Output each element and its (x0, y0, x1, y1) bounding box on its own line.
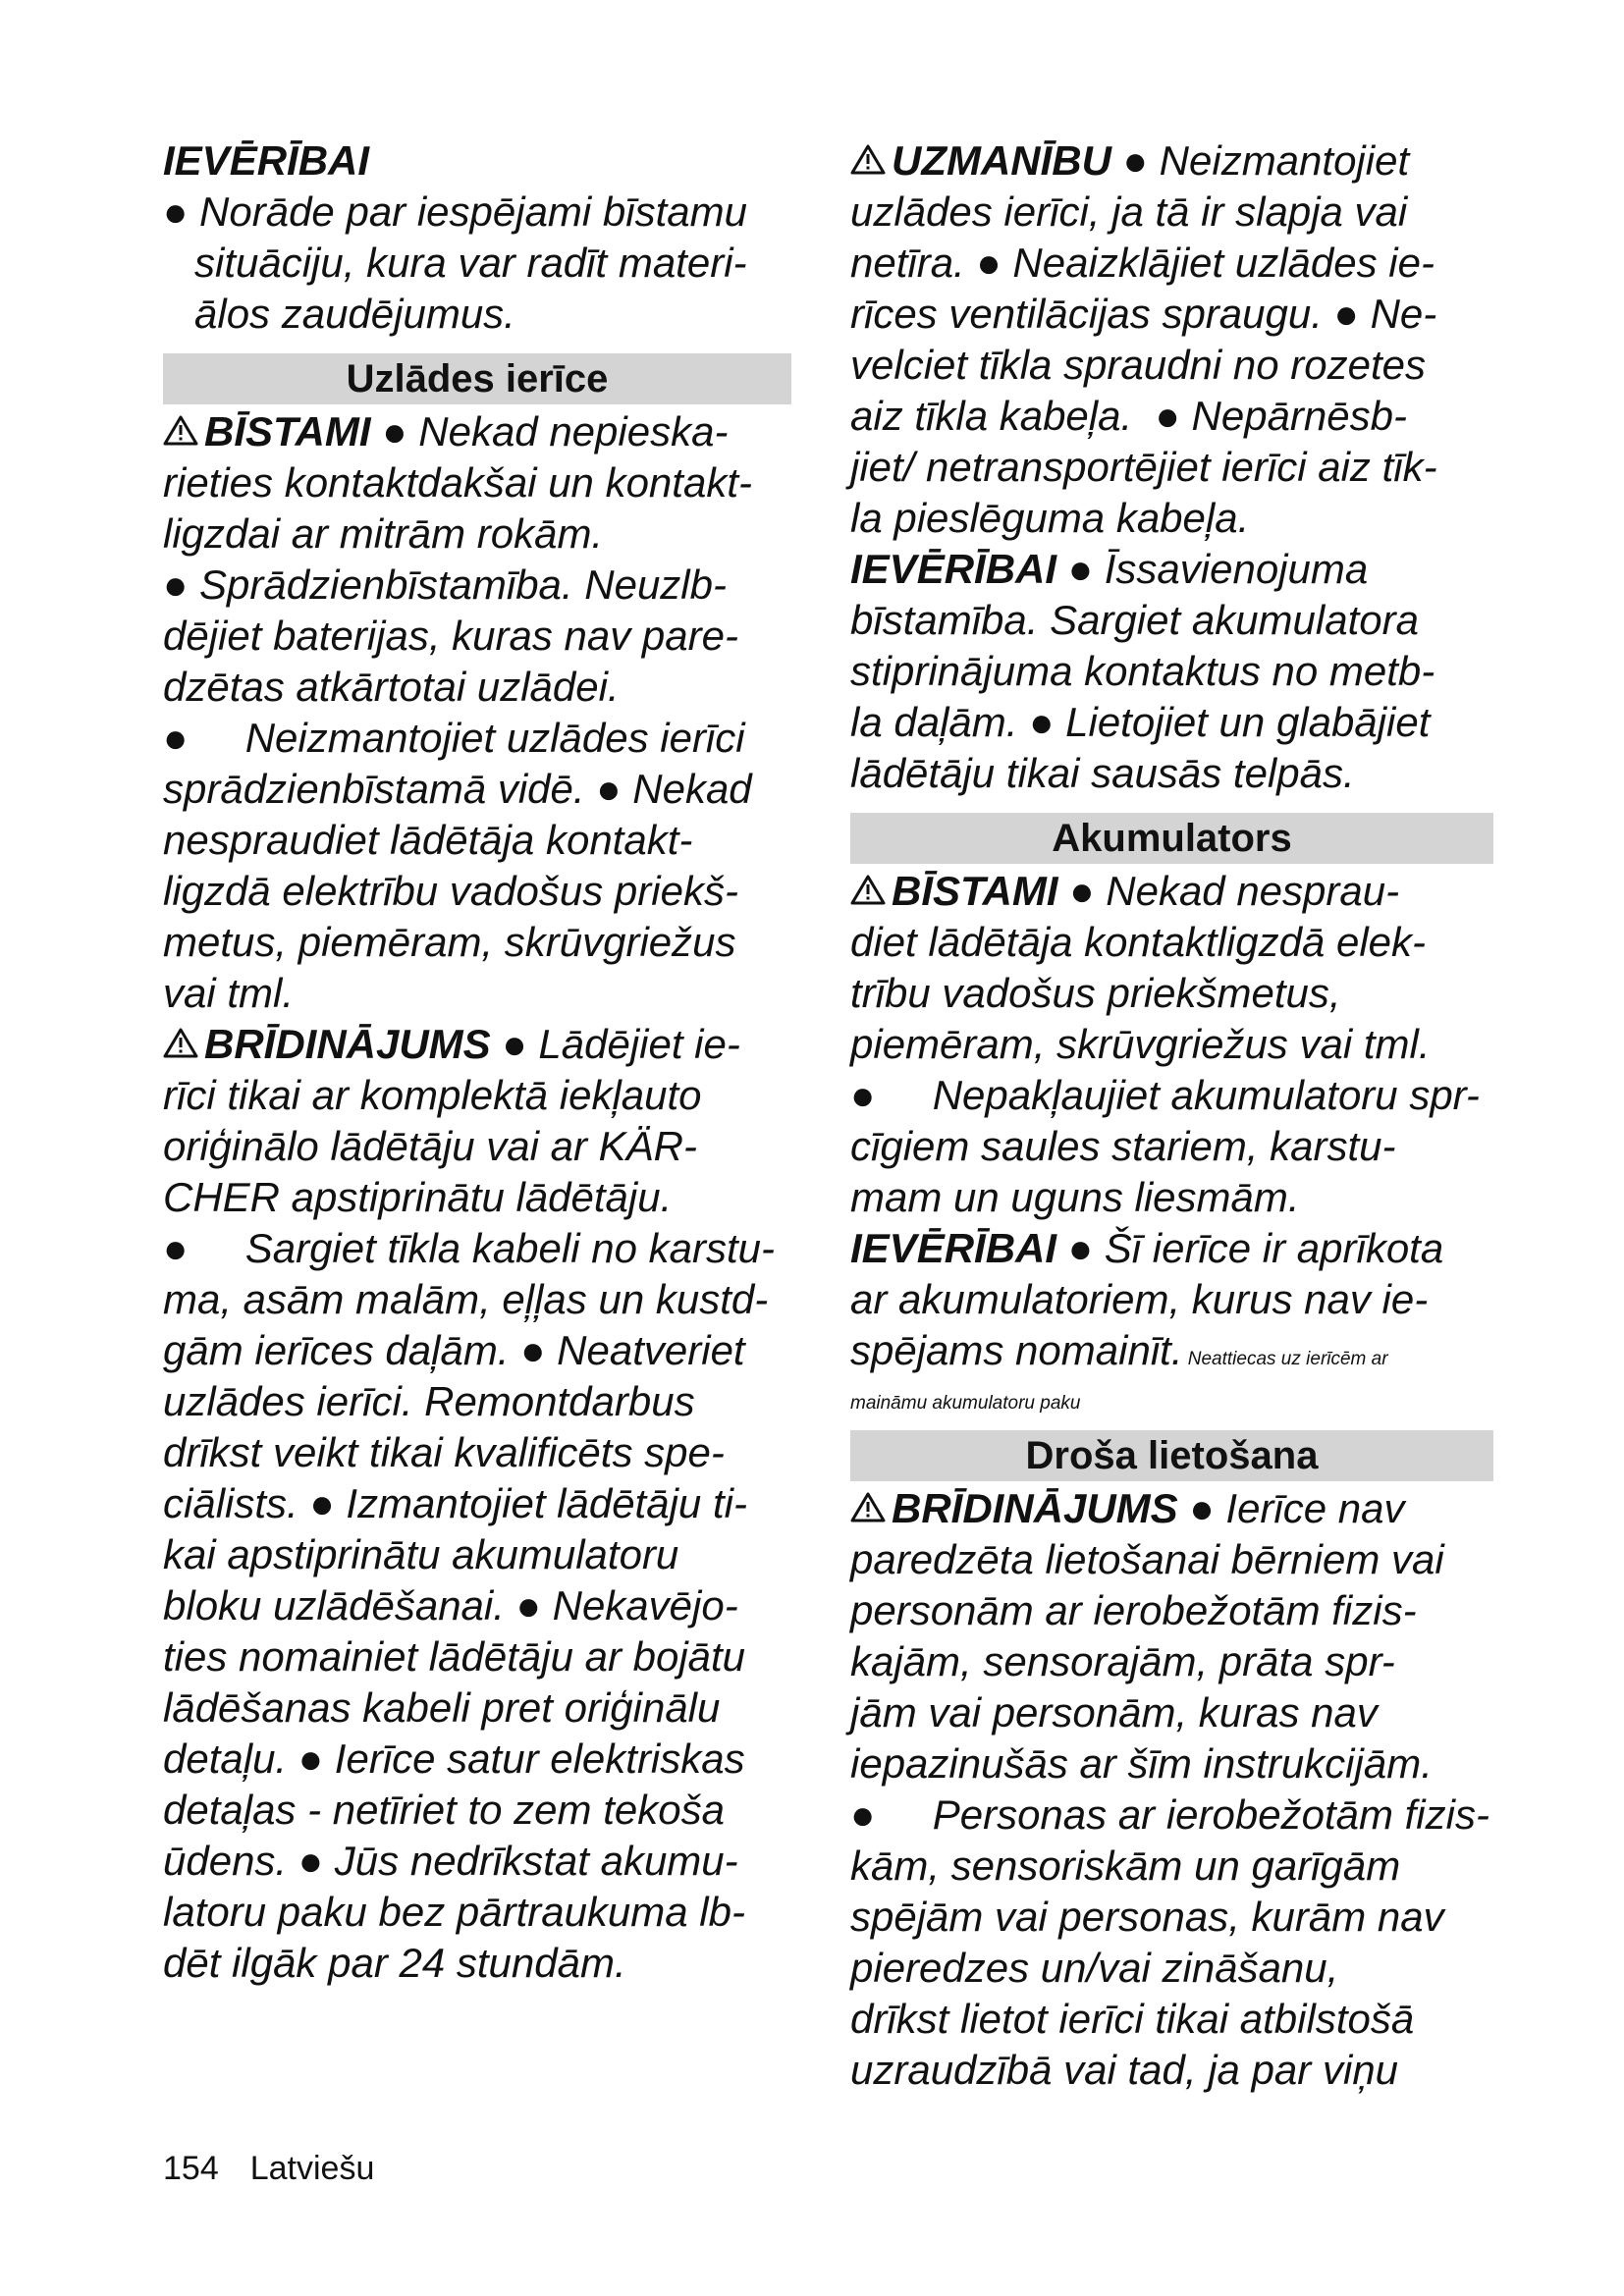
text-line: dzētas atkārtotai uzlādei. (163, 664, 620, 710)
warning-block (163, 1019, 791, 1989)
caution-block (850, 135, 1493, 544)
danger-label: BĪSTAMI (892, 868, 1058, 914)
text-line: ar akumulatoriem, kurus nav ie- (850, 1276, 1429, 1322)
text-line: ● Nepakļaujiet akumulatoru spr- (850, 1072, 1480, 1118)
text-line: ligzdai ar mitrām rokām. (163, 510, 604, 557)
text-run: ● Lādējiet ie- (490, 1021, 740, 1067)
text-line: netīra. ● Neaizklājiet uzlādes ie- (850, 240, 1435, 286)
text-run: ● Ierīce nav (1177, 1485, 1405, 1531)
text-run: ● Šī ierīce ir aprīkota (1056, 1225, 1444, 1271)
text-line: ● Personas ar ierobežotām fizis- (850, 1791, 1489, 1838)
text-line: lādētāju tikai sausās telpās. (850, 750, 1355, 796)
text-run: ● Nekad nepieska- (370, 408, 729, 454)
text-line: personām ar ierobežotām fizis- (850, 1587, 1417, 1633)
text-line: situāciju, kura var radīt materi- (194, 240, 747, 286)
text-line: ● Neizmantojiet uzlādes ierīci (163, 715, 745, 761)
warning-triangle-icon (163, 414, 198, 446)
text-line: ● Sargiet tīkla kabeli no karstu- (163, 1225, 775, 1271)
text-line: gām ierīces daļām. ● Neatveriet (163, 1327, 745, 1373)
footer-language: Latviešu (249, 2150, 375, 2187)
text-line: paredzēta lietošanai bērniem vai (850, 1536, 1444, 1582)
text-line: rīces ventilācijas spraugu. ● Ne- (850, 291, 1437, 337)
text-line: cīgiem saules stariem, karstu- (850, 1123, 1396, 1169)
warning-label: BRĪDINĀJUMS (204, 1021, 491, 1067)
warning-label: BRĪDINĀJUMS (892, 1485, 1178, 1531)
danger-block (163, 406, 791, 1019)
text-line: drīkst veikt tikai kvalificēts spe- (163, 1429, 725, 1475)
text-line: dēt ilgāk par 24 stundām. (163, 1940, 626, 1986)
text-line: uzraudzībā vai tad, ja par viņu (850, 2047, 1398, 2093)
page-footer (163, 2150, 374, 2188)
danger-label: BĪSTAMI (204, 408, 371, 454)
text-line: piemēram, skrūvgriežus vai tml. (850, 1021, 1431, 1067)
warning-triangle-icon (850, 874, 886, 905)
text-line: pieredzes un/vai zināšanu, (850, 1945, 1339, 1991)
text-line: la pieslēguma kabeļa. (850, 495, 1250, 541)
text-line: nespraudiet lādētāja kontakt- (163, 817, 693, 863)
notice-label: IEVĒRĪBAI (850, 546, 1057, 592)
small-note: Neattiecas uz ierīcēm ar (1182, 1349, 1388, 1369)
safe-warning-block (850, 1483, 1493, 2096)
page-number: 154 (163, 2150, 219, 2187)
text-line: aiz tīkla kabeļa. ● Nepārnēsb- (850, 393, 1407, 439)
text-run: ● Īssavienojuma (1056, 546, 1369, 592)
section-heading-charger: Uzlādes ierīce (163, 353, 791, 404)
text-line: velciet tīkla spraudni no rozetes (850, 342, 1426, 388)
warning-triangle-icon (850, 1491, 886, 1522)
notice-block (850, 544, 1493, 799)
text-line: bīstamība. Sargiet akumulatora (850, 597, 1419, 643)
text-line: iepazinušās ar šīm instrukcijām. (850, 1740, 1433, 1787)
text-line: rieties kontaktdakšai un kontakt- (163, 459, 752, 506)
text-line: vai tml. (163, 970, 295, 1016)
text-line: ● Norāde par iespējami bīstamu (163, 188, 747, 235)
text-line: drīkst lietot ierīci tikai atbilstošā (850, 1996, 1415, 2042)
text-line: stiprinājuma kontaktus no metb- (850, 648, 1435, 694)
battery-notice-block (850, 1223, 1493, 1416)
text-line: jām vai personām, kuras nav (850, 1689, 1378, 1735)
text-line: ma, asām malām, eļļas un kustd- (163, 1276, 769, 1322)
text-line: sprādzienbīstamā vidē. ● Nekad (163, 766, 752, 812)
text-line: bloku uzlādēšanai. ● Nekavējo- (163, 1582, 738, 1629)
text-run: ● Nekad nesprau- (1057, 868, 1400, 914)
text-line: ūdens. ● Jūs nedrīkstat akumu- (163, 1838, 738, 1884)
text-line: ciālists. ● Izmantojiet lādētāju ti- (163, 1480, 747, 1526)
text-run: ● Neizmantojiet (1110, 137, 1410, 184)
text-line: dējiet baterijas, kuras nav pare- (163, 613, 738, 659)
text-line: ālos zaudējumus. (194, 291, 515, 337)
text-line: rīci tikai ar komplektā iekļauto (163, 1072, 702, 1118)
text-line: diet lādētāja kontaktligzdā elek- (850, 919, 1427, 965)
text-line: detaļas - netīriet to zem tekoša (163, 1787, 725, 1833)
text-line: trību vadošus priekšmetus, (850, 970, 1341, 1016)
text-line: ligzdā elektrību vadošus priekš- (163, 868, 738, 914)
text-line: oriģinālo lādētāju vai ar KÄR- (163, 1123, 697, 1169)
text-line: metus, piemēram, skrūvgriežus (163, 919, 736, 965)
text-line: jiet/ netransportējiet ierīci aiz tīk- (850, 444, 1437, 490)
section-heading-battery: Akumulators (850, 813, 1493, 864)
text-line: uzlādes ierīci, ja tā ir slapja vai (850, 188, 1408, 235)
text-line: uzlādes ierīci. Remontdarbus (163, 1378, 695, 1424)
battery-danger-block (850, 866, 1493, 1223)
text-line: spējām vai personas, kurām nav (850, 1894, 1444, 1940)
notice-heading: IEVĒRĪBAI (163, 137, 370, 184)
notice-text (163, 187, 791, 340)
section-heading-safe-use: Droša lietošana (850, 1430, 1493, 1481)
text-line: detaļu. ● Ierīce satur elektriskas (163, 1735, 745, 1782)
left-column (163, 135, 791, 1989)
text-line: kām, sensoriskām un garīgām (850, 1842, 1401, 1889)
text-run: spējams nomainīt. (850, 1327, 1183, 1373)
text-line: CHER apstiprinātu lādētāju. (163, 1174, 673, 1220)
text-line: ● Sprādzienbīstamība. Neuzlb- (163, 561, 727, 608)
notice-label: IEVĒRĪBAI (850, 1225, 1057, 1271)
warning-triangle-icon (850, 143, 886, 175)
text-line: lādēšanas kabeli pret oriģinālu (163, 1684, 721, 1731)
text-line: latoru paku bez pārtraukuma lb- (163, 1889, 745, 1935)
text-line: mam un uguns liesmām. (850, 1174, 1300, 1220)
right-column (850, 135, 1493, 2096)
text-line: la daļām. ● Lietojiet un glabājiet (850, 699, 1431, 745)
text-line: ties nomainiet lādētāju ar bojātu (163, 1633, 746, 1680)
text-line: kai apstiprinātu akumulatoru (163, 1531, 679, 1577)
caution-label: UZMANĪBU (892, 137, 1111, 184)
warning-triangle-icon (163, 1027, 198, 1058)
small-note: maināmu akumulatoru paku (850, 1393, 1081, 1414)
text-line: kajām, sensorajām, prāta spr- (850, 1638, 1395, 1684)
